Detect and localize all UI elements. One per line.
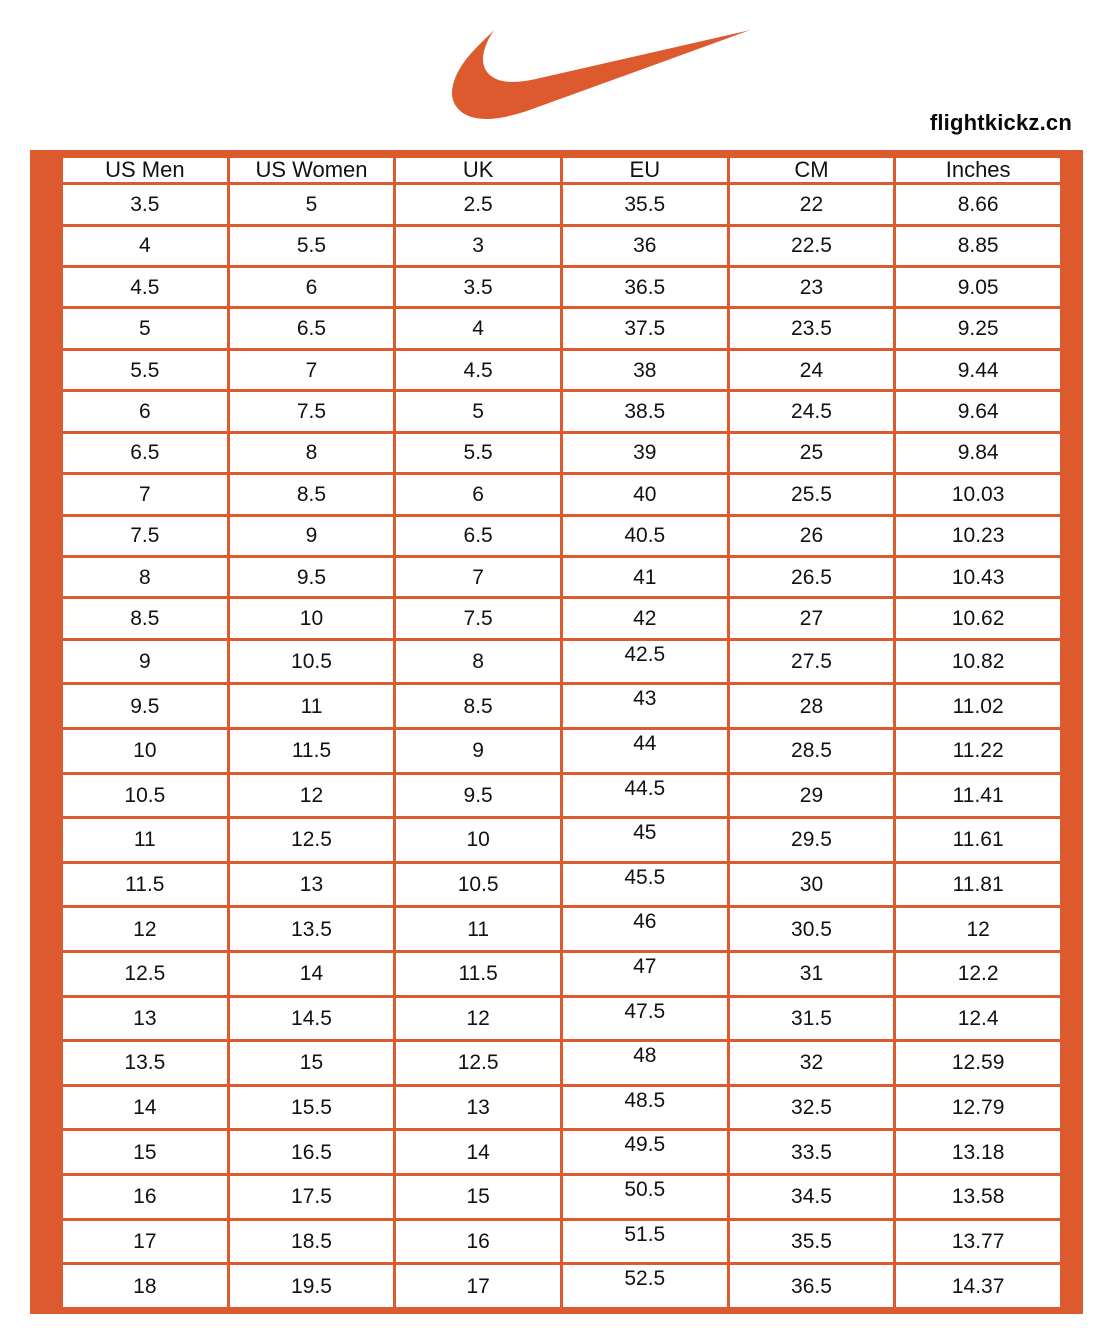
table-cell: 13 xyxy=(395,1085,562,1130)
table-cell: 48.5 xyxy=(561,1085,728,1130)
table-cell: 42.5 xyxy=(561,639,728,684)
table-cell: 4.5 xyxy=(62,267,229,308)
table-cell: 4.5 xyxy=(395,349,562,390)
table-cell: 30.5 xyxy=(728,907,895,952)
table-row xyxy=(62,1085,1062,1130)
table-cell: 10.5 xyxy=(62,773,229,818)
column-header-us-men: US Men xyxy=(62,157,229,184)
table-cell: 9.05 xyxy=(895,267,1062,308)
table-cell: 29 xyxy=(728,773,895,818)
table-body xyxy=(62,184,1062,1309)
table-row xyxy=(62,349,1062,390)
table-cell: 19.5 xyxy=(228,1264,395,1309)
table-cell: 12.5 xyxy=(395,1041,562,1086)
table-cell: 10 xyxy=(62,729,229,774)
table-row xyxy=(62,818,1062,863)
table-cell: 44.5 xyxy=(561,773,728,818)
table-row xyxy=(62,1174,1062,1219)
table-cell: 30 xyxy=(728,862,895,907)
table-cell: 9.84 xyxy=(895,432,1062,473)
table-cell: 45.5 xyxy=(561,862,728,907)
table-cell: 8.85 xyxy=(895,225,1062,266)
table-cell: 11 xyxy=(395,907,562,952)
table-cell: 12.59 xyxy=(895,1041,1062,1086)
table-cell: 28 xyxy=(728,684,895,729)
table-cell: 31.5 xyxy=(728,996,895,1041)
table-cell: 10.5 xyxy=(395,862,562,907)
table-cell: 35.5 xyxy=(728,1219,895,1264)
column-header-us-women: US Women xyxy=(228,157,395,184)
table-cell: 11 xyxy=(62,818,229,863)
table-cell: 9.44 xyxy=(895,349,1062,390)
table-cell: 17 xyxy=(62,1219,229,1264)
table-row xyxy=(62,1219,1062,1264)
table-row xyxy=(62,1264,1062,1309)
table-cell: 3 xyxy=(395,225,562,266)
table-cell: 5.5 xyxy=(228,225,395,266)
table-cell: 32.5 xyxy=(728,1085,895,1130)
table-row xyxy=(62,225,1062,266)
table-cell: 6.5 xyxy=(62,432,229,473)
table-cell: 23 xyxy=(728,267,895,308)
table-cell: 16.5 xyxy=(228,1130,395,1175)
table-cell: 15 xyxy=(395,1174,562,1219)
table-cell: 11.81 xyxy=(895,862,1062,907)
table-cell: 6 xyxy=(62,391,229,432)
table-cell: 14 xyxy=(395,1130,562,1175)
table-cell: 25 xyxy=(728,432,895,473)
table-cell: 11.41 xyxy=(895,773,1062,818)
table-cell: 13.5 xyxy=(228,907,395,952)
table-cell: 9.64 xyxy=(895,391,1062,432)
table-cell: 27 xyxy=(728,598,895,639)
table-cell: 29.5 xyxy=(728,818,895,863)
table-cell: 23.5 xyxy=(728,308,895,349)
table-cell: 12 xyxy=(895,907,1062,952)
table-cell: 13.58 xyxy=(895,1174,1062,1219)
table-row xyxy=(62,1041,1062,1086)
table-cell: 7.5 xyxy=(62,515,229,556)
table-cell: 36.5 xyxy=(561,267,728,308)
table-row xyxy=(62,308,1062,349)
table-cell: 26 xyxy=(728,515,895,556)
table-cell: 4 xyxy=(395,308,562,349)
table-cell: 44 xyxy=(561,729,728,774)
table-cell: 32 xyxy=(728,1041,895,1086)
header-row xyxy=(62,157,1062,184)
table-cell: 6 xyxy=(228,267,395,308)
table-cell: 11.61 xyxy=(895,818,1062,863)
table-cell: 40.5 xyxy=(561,515,728,556)
table-cell: 6.5 xyxy=(228,308,395,349)
table-row xyxy=(62,996,1062,1041)
table-cell: 6 xyxy=(395,474,562,515)
table-cell: 9 xyxy=(395,729,562,774)
table-cell: 3.5 xyxy=(395,267,562,308)
table-cell: 22.5 xyxy=(728,225,895,266)
table-cell: 8 xyxy=(62,556,229,597)
column-header-eu: EU xyxy=(561,157,728,184)
table-cell: 12.4 xyxy=(895,996,1062,1041)
table-cell: 12.5 xyxy=(62,951,229,996)
table-cell: 13 xyxy=(62,996,229,1041)
table-cell: 7 xyxy=(62,474,229,515)
table-cell: 15 xyxy=(228,1041,395,1086)
table-cell: 35.5 xyxy=(561,184,728,225)
table-cell: 26.5 xyxy=(728,556,895,597)
table-cell: 12 xyxy=(395,996,562,1041)
table-cell: 5 xyxy=(228,184,395,225)
table-cell: 7 xyxy=(395,556,562,597)
table-cell: 11.22 xyxy=(895,729,1062,774)
table-cell: 45 xyxy=(561,818,728,863)
table-cell: 25.5 xyxy=(728,474,895,515)
table-cell: 10.23 xyxy=(895,515,1062,556)
table-cell: 9 xyxy=(228,515,395,556)
table-row xyxy=(62,474,1062,515)
table-cell: 10 xyxy=(228,598,395,639)
table-cell: 9.5 xyxy=(228,556,395,597)
nike-swoosh-icon xyxy=(452,28,750,120)
table-cell: 22 xyxy=(728,184,895,225)
table-cell: 8.5 xyxy=(228,474,395,515)
column-header-inches: Inches xyxy=(895,157,1062,184)
watermark-text: flightkickz.cn xyxy=(929,110,1072,135)
table-cell: 24 xyxy=(728,349,895,390)
table-cell: 14 xyxy=(62,1085,229,1130)
table-cell: 4 xyxy=(62,225,229,266)
table-cell: 43 xyxy=(561,684,728,729)
table-cell: 33.5 xyxy=(728,1130,895,1175)
table-row xyxy=(62,773,1062,818)
table-cell: 15 xyxy=(62,1130,229,1175)
table-cell: 17.5 xyxy=(228,1174,395,1219)
table-cell: 6.5 xyxy=(395,515,562,556)
table-cell: 48 xyxy=(561,1041,728,1086)
table-row xyxy=(62,556,1062,597)
table-cell: 5 xyxy=(395,391,562,432)
table-cell: 13.18 xyxy=(895,1130,1062,1175)
table-cell: 9.5 xyxy=(395,773,562,818)
table-row xyxy=(62,598,1062,639)
table-cell: 47.5 xyxy=(561,996,728,1041)
table-cell: 15.5 xyxy=(228,1085,395,1130)
table-cell: 36 xyxy=(561,225,728,266)
table-cell: 11 xyxy=(228,684,395,729)
table-cell: 47 xyxy=(561,951,728,996)
table-cell: 12.5 xyxy=(228,818,395,863)
table-row xyxy=(62,862,1062,907)
table-cell: 8.66 xyxy=(895,184,1062,225)
table-cell: 42 xyxy=(561,598,728,639)
table-cell: 27.5 xyxy=(728,639,895,684)
table-cell: 5.5 xyxy=(62,349,229,390)
table-cell: 7.5 xyxy=(228,391,395,432)
table-cell: 12.79 xyxy=(895,1085,1062,1130)
table-cell: 8.5 xyxy=(395,684,562,729)
table-cell: 12.2 xyxy=(895,951,1062,996)
table-cell: 11.5 xyxy=(228,729,395,774)
column-header-cm: CM xyxy=(728,157,895,184)
table-cell: 50.5 xyxy=(561,1174,728,1219)
table-cell: 8 xyxy=(395,639,562,684)
column-header-uk: UK xyxy=(395,157,562,184)
table-cell: 10.82 xyxy=(895,639,1062,684)
table-cell: 14.37 xyxy=(895,1264,1062,1309)
table-row xyxy=(62,391,1062,432)
table-row xyxy=(62,729,1062,774)
table-cell: 17 xyxy=(395,1264,562,1309)
table-cell: 16 xyxy=(395,1219,562,1264)
table-cell: 52.5 xyxy=(561,1264,728,1309)
table-cell: 12 xyxy=(62,907,229,952)
table-cell: 36.5 xyxy=(728,1264,895,1309)
table-cell: 5 xyxy=(62,308,229,349)
table-cell: 18.5 xyxy=(228,1219,395,1264)
table-cell: 31 xyxy=(728,951,895,996)
table-row xyxy=(62,684,1062,729)
table-cell: 10.03 xyxy=(895,474,1062,515)
table-row xyxy=(62,639,1062,684)
table-cell: 37.5 xyxy=(561,308,728,349)
table-row xyxy=(62,432,1062,473)
table-cell: 38 xyxy=(561,349,728,390)
table-cell: 46 xyxy=(561,907,728,952)
table-cell: 24.5 xyxy=(728,391,895,432)
table-cell: 9.25 xyxy=(895,308,1062,349)
table-cell: 9 xyxy=(62,639,229,684)
table-cell: 18 xyxy=(62,1264,229,1309)
table-cell: 16 xyxy=(62,1174,229,1219)
table-cell: 40 xyxy=(561,474,728,515)
table-cell: 41 xyxy=(561,556,728,597)
size-conversion-table xyxy=(60,155,1063,1310)
table-cell: 14.5 xyxy=(228,996,395,1041)
table-cell: 3.5 xyxy=(62,184,229,225)
table-cell: 8 xyxy=(228,432,395,473)
table-cell: 34.5 xyxy=(728,1174,895,1219)
size-chart-frame xyxy=(30,150,1083,1314)
table-row xyxy=(62,184,1062,225)
table-cell: 9.5 xyxy=(62,684,229,729)
table-row xyxy=(62,267,1062,308)
table-cell: 5.5 xyxy=(395,432,562,473)
table-cell: 49.5 xyxy=(561,1130,728,1175)
table-cell: 10.43 xyxy=(895,556,1062,597)
table-row xyxy=(62,907,1062,952)
table-cell: 11.5 xyxy=(62,862,229,907)
table-cell: 7 xyxy=(228,349,395,390)
table-cell: 13.5 xyxy=(62,1041,229,1086)
table-cell: 28.5 xyxy=(728,729,895,774)
table-cell: 13.77 xyxy=(895,1219,1062,1264)
table-cell: 11.5 xyxy=(395,951,562,996)
table-cell: 13 xyxy=(228,862,395,907)
table-cell: 11.02 xyxy=(895,684,1062,729)
table-cell: 10.62 xyxy=(895,598,1062,639)
table-row xyxy=(62,515,1062,556)
table-cell: 12 xyxy=(228,773,395,818)
table-cell: 51.5 xyxy=(561,1219,728,1264)
table-cell: 7.5 xyxy=(395,598,562,639)
table-cell: 10.5 xyxy=(228,639,395,684)
table-cell: 39 xyxy=(561,432,728,473)
table-cell: 38.5 xyxy=(561,391,728,432)
table-cell: 14 xyxy=(228,951,395,996)
table-cell: 8.5 xyxy=(62,598,229,639)
table-row xyxy=(62,1130,1062,1175)
table-cell: 10 xyxy=(395,818,562,863)
table-row xyxy=(62,951,1062,996)
table-cell: 2.5 xyxy=(395,184,562,225)
